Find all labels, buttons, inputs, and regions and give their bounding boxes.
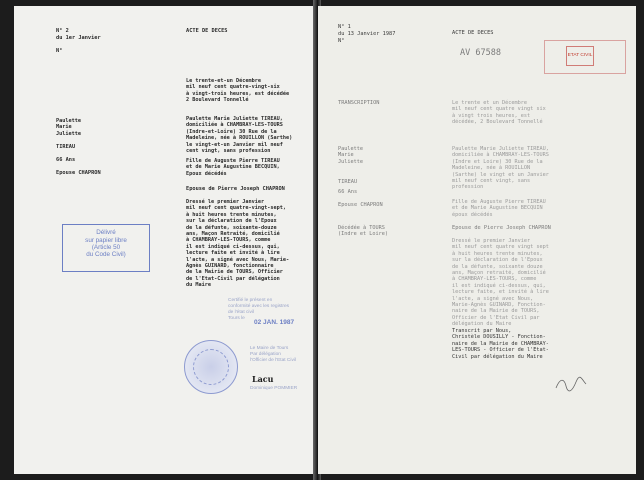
serial-number [460, 50, 501, 57]
transcriber-signature-icon [554, 374, 588, 396]
deceased-identity: Paulette Marie Juliette TIREAU, domiciliée à CHAMBRAY-LES-TOURS (Indre et Loire) 30 Rue de la Madeleine, née à ROUILLON (Sarthe) le vingt et un Janvier mil neuf cent vingt, sans profession [452, 146, 549, 191]
record-number: N° 2 [56, 28, 69, 34]
transcription-statement: Transcrit par Nous, Christèle DOUSILLY - Fonction- naire de la Mairie de CHAMBRAY- LES-TOURS - Officier de l'Etat- Civil par délégation du Maire [452, 328, 549, 360]
margin-first-names: Paulette Marie Juliette [338, 146, 363, 165]
transcription-label: TRANSCRIPTION [338, 100, 380, 106]
document-title: ACTE DE DECES [186, 28, 228, 34]
free-copy-stamp [62, 224, 150, 272]
serial-digits: 67588 [475, 48, 501, 58]
margin-spouse: Epouse CHAPRON [338, 202, 383, 208]
act-body: Dressé le premier Janvier mil neuf cent quatre vingt sept à huit heures trente minutes, sur la déclaration de l'Epoux de la défunte, soixante douze ans, Maçon retraité, domicilié à CHAMBRAY-LES-TOURS, comme il est indiqué ci-dessus, qui, lecture faite, et invité à lire l'acte, a signé avec Nous, Marie-Agnès GUINARD, Fonction- naire de la Mairie de TOURS, Officier de l'Etat Civil par délégation du Maire [452, 238, 549, 328]
deceased-place: Décédée à TOURS (Indre et Loire) [338, 225, 388, 238]
officer-stamp: Le Maire de Tours Par délégation l'Officier de l'Etat Civil [250, 346, 296, 363]
deceased-parents: Fille de Auguste Pierre TIREAU et de Marie Augustine BECQUIN époux décédés [452, 199, 546, 218]
death-intro: Le trente et un Décembre mil neuf cent quatre vingt six à vingt trois heures, est décédée, 2 Boulevard Tonnellé [452, 100, 546, 126]
officer-signature: Lacu [252, 374, 274, 384]
deceased-spouse: Epouse de Pierre Joseph CHAPRON [452, 225, 551, 231]
right-page [318, 6, 636, 474]
left-page [14, 6, 315, 474]
act-body: Dressé le premier Janvier mil neuf cent quatre-vingt-sept, à huit heures trente minutes, sur la déclaration de l'Epoux de la défunte, soixante-douze ans, Maçon Retraité, domicilié à CHAMBRAY-LES-TOURS, comme il est indiqué ci-dessus, qui, lecture faite et invité à lire l'acte, a signé avec Nous, Marie- Agnès GUINARD, fonctionnaire de la Mairie de TOURS, Officier de l'Etat-Civil par délégation du Maire [186, 199, 290, 289]
stamp-line: (Article 50 [91, 244, 121, 251]
record-date: du 1er Janvier [56, 35, 101, 41]
serial-prefix: AV [460, 48, 471, 58]
margin-age: 66 Ans [338, 189, 358, 195]
margin-age: 66 Ans [56, 157, 76, 163]
deceased-parents: Fille de Auguste Pierre TIREAU et de Marie Augustine BECQUIN, Epoux décédés [186, 158, 280, 177]
document-title: ACTE DE DECES [452, 30, 494, 36]
deceased-identity: Paulette Marie Juliette TIREAU, domiciliée à CHAMBRAY-LES-TOURS (Indre-et-Loire) 30 Rue de la Madeleine, née à ROUILLON (Sarthe) le vingt-et-un Janvier mil neuf cent vingt, sans profession [186, 116, 293, 155]
stamp-line: du Code Civil) [86, 251, 126, 258]
stamp-line: sur papier libre [85, 237, 127, 244]
stamp-line: Délivré [96, 229, 116, 236]
margin-surname: TIREAU [338, 179, 358, 185]
death-intro: Le trente-et-un Décembre mil neuf cent quatre-vingt-six à vingt-trois heures, est décédée 2 Boulevard Tonnellé [186, 78, 290, 104]
record-number: N° 1 [338, 24, 351, 30]
record-date: du 13 Janvier 1987 [338, 31, 396, 37]
city-seal [184, 340, 238, 394]
civil-status-label: ETAT CIVIL [566, 46, 594, 66]
certification-date: 02 JAN. 1987 [254, 319, 295, 326]
margin-first-names: Paulette Marie Juliette [56, 118, 81, 137]
margin-surname: TIREAU [56, 144, 76, 150]
officer-name: Dominique POMMIER [250, 386, 298, 391]
margin-spouse: Epouse CHAPRON [56, 170, 101, 176]
record-number-2: N° [338, 38, 345, 44]
record-number-2: N° [56, 48, 63, 54]
certification-stamp: Certifié le présent en conformité avec les registres de l'état civil Tours le [228, 298, 290, 321]
deceased-spouse: Epouse de Pierre Joseph CHAPRON [186, 186, 285, 192]
